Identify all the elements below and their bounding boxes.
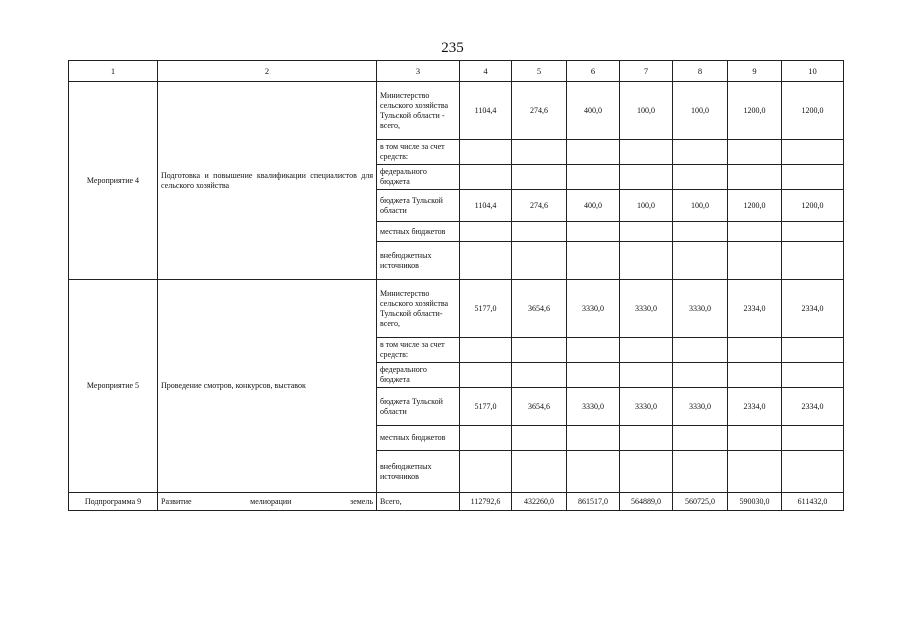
subprogram-source: Всего, xyxy=(377,493,460,511)
value-cell: 3330,0 xyxy=(620,388,673,426)
value-cell xyxy=(782,338,844,363)
value-cell xyxy=(512,140,567,165)
value-cell: 3330,0 xyxy=(620,280,673,338)
column-header: 2 xyxy=(158,61,377,82)
value-cell xyxy=(567,242,620,280)
budget-table xyxy=(68,60,844,511)
column-header: 1 xyxy=(69,61,158,82)
value-cell: 3654,6 xyxy=(512,280,567,338)
column-header: 4 xyxy=(460,61,512,82)
funding-source: в том числе за счет средств: xyxy=(377,338,460,363)
value-cell xyxy=(620,165,673,190)
value-cell: 1104,4 xyxy=(460,190,512,222)
header-row xyxy=(69,61,844,82)
value-cell xyxy=(460,451,512,493)
value-cell xyxy=(728,426,782,451)
value-cell xyxy=(512,338,567,363)
value-cell xyxy=(673,222,728,242)
value-cell: 100,0 xyxy=(673,82,728,140)
value-cell xyxy=(620,426,673,451)
value-cell xyxy=(782,165,844,190)
value-cell xyxy=(567,140,620,165)
value-cell xyxy=(512,451,567,493)
value-cell xyxy=(460,242,512,280)
value-cell: 2334,0 xyxy=(782,388,844,426)
value-cell xyxy=(512,426,567,451)
value-cell: 3330,0 xyxy=(673,388,728,426)
funding-source: бюджета Тульской области xyxy=(377,190,460,222)
value-cell xyxy=(512,165,567,190)
value-cell xyxy=(620,242,673,280)
value-cell xyxy=(567,426,620,451)
value-cell: 100,0 xyxy=(620,190,673,222)
value-cell: 100,0 xyxy=(673,190,728,222)
value-cell xyxy=(673,165,728,190)
value-cell xyxy=(460,140,512,165)
value-cell xyxy=(567,222,620,242)
value-cell xyxy=(460,426,512,451)
value-cell: 1200,0 xyxy=(728,82,782,140)
value-cell: 560725,0 xyxy=(673,493,728,511)
value-cell: 564889,0 xyxy=(620,493,673,511)
value-cell xyxy=(728,140,782,165)
value-cell: 2334,0 xyxy=(728,280,782,338)
value-cell: 1104,4 xyxy=(460,82,512,140)
value-cell xyxy=(620,338,673,363)
subprogram-label: Подпрограмма 9 xyxy=(69,493,158,511)
value-cell xyxy=(460,165,512,190)
value-cell: 274,6 xyxy=(512,190,567,222)
activity-label: Мероприятие 4 xyxy=(69,82,158,280)
value-cell: 432260,0 xyxy=(512,493,567,511)
activity-label: Мероприятие 5 xyxy=(69,280,158,493)
value-cell xyxy=(782,426,844,451)
value-cell: 100,0 xyxy=(620,82,673,140)
value-cell xyxy=(567,165,620,190)
value-cell xyxy=(673,451,728,493)
value-cell: 3330,0 xyxy=(567,280,620,338)
subprogram-name: Развитие мелиорации земель xyxy=(158,493,377,511)
value-cell: 5177,0 xyxy=(460,280,512,338)
subprogram-row xyxy=(69,493,844,511)
value-cell xyxy=(512,222,567,242)
value-cell xyxy=(673,426,728,451)
funding-source: местных бюджетов xyxy=(377,426,460,451)
value-cell xyxy=(567,363,620,388)
value-cell xyxy=(728,242,782,280)
value-cell: 400,0 xyxy=(567,190,620,222)
value-cell xyxy=(782,242,844,280)
value-cell xyxy=(567,451,620,493)
funding-source: в том числе за счет средств: xyxy=(377,140,460,165)
funding-source: Министерство сельского хозяйства Тульской области- всего, xyxy=(377,280,460,338)
activity-name: Проведение смотров, конкурсов, выставок xyxy=(158,280,377,493)
source-row xyxy=(69,82,844,140)
value-cell: 5177,0 xyxy=(460,388,512,426)
column-header: 8 xyxy=(673,61,728,82)
value-cell: 2334,0 xyxy=(782,280,844,338)
value-cell xyxy=(673,363,728,388)
value-cell: 861517,0 xyxy=(567,493,620,511)
value-cell: 400,0 xyxy=(567,82,620,140)
funding-source: внебюджетных источников xyxy=(377,242,460,280)
value-cell xyxy=(673,338,728,363)
value-cell: 3654,6 xyxy=(512,388,567,426)
value-cell xyxy=(460,222,512,242)
value-cell xyxy=(728,165,782,190)
source-row xyxy=(69,280,844,338)
value-cell xyxy=(620,363,673,388)
value-cell xyxy=(673,242,728,280)
value-cell: 1200,0 xyxy=(728,190,782,222)
funding-source: федерального бюджета xyxy=(377,363,460,388)
value-cell xyxy=(728,363,782,388)
column-header: 5 xyxy=(512,61,567,82)
value-cell: 3330,0 xyxy=(673,280,728,338)
value-cell xyxy=(620,451,673,493)
column-header: 10 xyxy=(782,61,844,82)
value-cell xyxy=(567,338,620,363)
value-cell xyxy=(460,338,512,363)
funding-source: внебюджетных источников xyxy=(377,451,460,493)
value-cell xyxy=(782,451,844,493)
value-cell xyxy=(782,363,844,388)
value-cell xyxy=(728,338,782,363)
value-cell: 590030,0 xyxy=(728,493,782,511)
value-cell: 1200,0 xyxy=(782,190,844,222)
value-cell xyxy=(620,140,673,165)
value-cell: 112792,6 xyxy=(460,493,512,511)
value-cell xyxy=(728,222,782,242)
value-cell: 274,6 xyxy=(512,82,567,140)
column-header: 3 xyxy=(377,61,460,82)
activity-name: Подготовка и повышение квалификации специалистов для сельского хозяйства xyxy=(158,82,377,280)
column-header: 9 xyxy=(728,61,782,82)
value-cell: 1200,0 xyxy=(782,82,844,140)
column-header: 7 xyxy=(620,61,673,82)
value-cell xyxy=(620,222,673,242)
value-cell xyxy=(512,363,567,388)
column-header: 6 xyxy=(567,61,620,82)
value-cell xyxy=(460,363,512,388)
funding-source: местных бюджетов xyxy=(377,222,460,242)
value-cell xyxy=(782,140,844,165)
value-cell xyxy=(673,140,728,165)
funding-source: Министерство сельского хозяйства Тульской области - всего, xyxy=(377,82,460,140)
page-number: 235 xyxy=(441,40,464,56)
funding-source: бюджета Тульской области xyxy=(377,388,460,426)
value-cell: 611432,0 xyxy=(782,493,844,511)
value-cell xyxy=(512,242,567,280)
value-cell: 3330,0 xyxy=(567,388,620,426)
value-cell xyxy=(782,222,844,242)
value-cell: 2334,0 xyxy=(728,388,782,426)
funding-source: федерального бюджета xyxy=(377,165,460,190)
value-cell xyxy=(728,451,782,493)
